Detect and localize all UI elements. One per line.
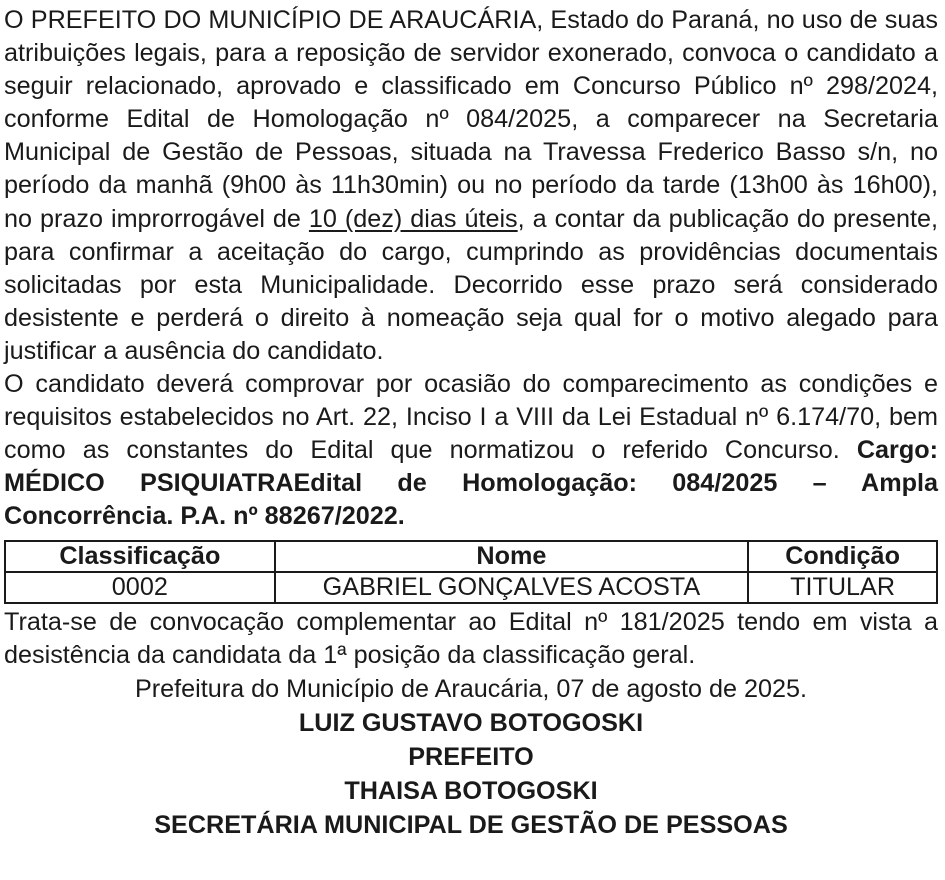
- convocation-text-end: , a contar da publicação do presente, para confirmar a aceitação do cargo, cumprindo as providências documentais solicitadas por esta Municipalidade. Decorrido esse prazo será considerado desistente e perderá o direito à nomeação seja qual for o motivo alegado para justificar a ausência do candidato.: [4, 204, 938, 365]
- signatory-role-secretary: SECRETÁRIA MUNICIPAL DE GESTÃO DE PESSOAS: [154, 810, 788, 839]
- header-condicao: Condição: [748, 541, 937, 572]
- table-header-row: [5, 541, 937, 572]
- deadline-underlined: 10 (dez) dias úteis: [308, 204, 518, 233]
- requirements-text: O candidato deverá comprovar por ocasião do comparecimento as condições e requisitos estabelecidos no Art. 22, Inciso I a VIII da Lei Estadual nº 6.174/70, bem como as constantes do Edital que normatizou o referido Concurso.: [4, 370, 938, 465]
- place-date: Prefeitura do Município de Araucária, 07 de agosto de 2025.: [134, 674, 808, 703]
- official-notice: [4, 4, 938, 842]
- candidates-table: [4, 540, 938, 604]
- table-row: [5, 572, 937, 603]
- header-classificacao: Classificação: [5, 541, 275, 572]
- cell-classificacao: 0002: [5, 572, 275, 603]
- cell-nome: GABRIEL GONÇALVES ACOSTA: [275, 572, 749, 603]
- signatory-name-mayor: LUIZ GUSTAVO BOTOGOSKI: [298, 708, 644, 737]
- signatory-role-mayor: PREFEITO: [408, 742, 534, 771]
- requirements-paragraph: [4, 368, 938, 533]
- convocation-paragraph: [4, 4, 938, 368]
- complement-note: Trata-se de convocação complementar ao Edital nº 181/2025 tendo em vista a desistência da candidata da 1ª posição da classificação geral.: [4, 607, 938, 669]
- cell-condicao: TITULAR: [748, 572, 937, 603]
- position-details: Cargo: MÉDICO PSIQUIATRAEdital de Homologação: 084/2025 – Ampla Concorrência. P.A. nº 88267/2022.: [4, 436, 938, 531]
- header-nome: Nome: [275, 541, 749, 572]
- convocation-text-start: O PREFEITO DO MUNICÍPIO DE ARAUCÁRIA, Estado do Paraná, no uso de suas atribuições legais, para a reposição de servidor exonerado, convoca o candidato a seguir relacionado, aprovado e classificado em Concurso Público nº 298/2024, conforme Edital de Homologação nº 084/2025, a comparecer na Secretaria Municipal de Gestão de Pessoas, situada na Travessa Frederico Basso s/n, no período da manhã (9h00 às 11h30min) ou no período da tarde (13h00 às 16h00), no prazo improrrogável de: [4, 6, 938, 233]
- signatory-name-secretary: THAISA BOTOGOSKI: [344, 776, 598, 805]
